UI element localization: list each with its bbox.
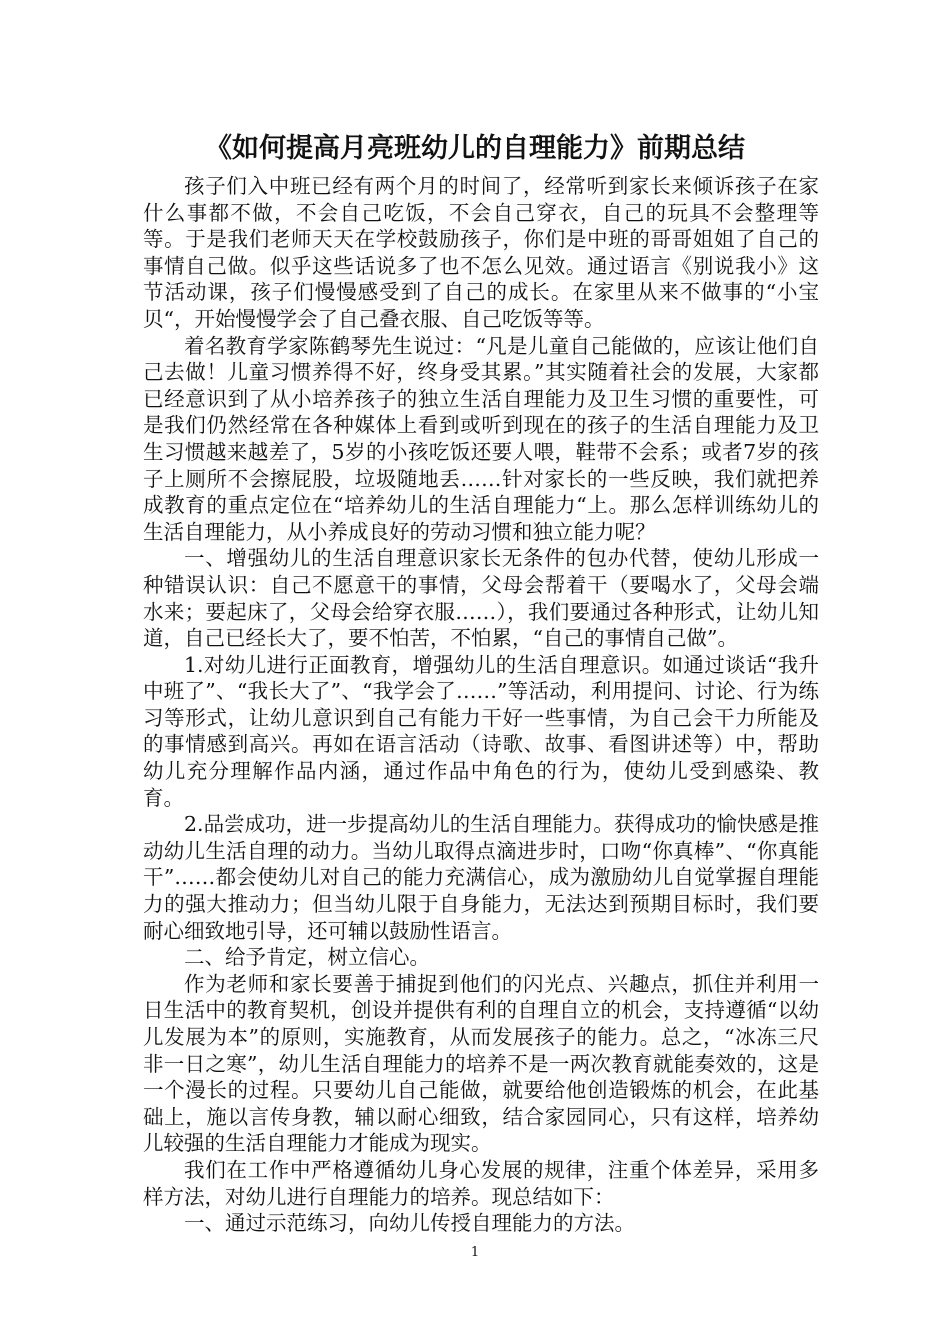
document-body [143,173,819,1237]
page-number: 1 [470,1245,480,1260]
paragraph: 作为老师和家长要善于捕捉到他们的闪光点、兴趣点，抓住并利用一日生活中的教育契机，创设并提供有利的自理自立的机会，支持遵循“以幼儿发展为本”的原则，实施教育，从而发展孩子的能力。总之，“冰冻三尺非一日之寒”，幼儿生活自理能力的培养不是一两次教育就能奏效的，这是一个漫长的过程。只要幼儿自己能做，就要给他创造锻炼的机会，在此基础上，施以言传身教，辅以耐心细致，结合家园同心，只有这样，培养幼儿较强的生活自理能力才能成为现实。 [143,971,819,1156]
paragraph: 2.品尝成功，进一步提高幼儿的生活自理能力。获得成功的愉快感是推动幼儿生活自理的动力。当幼儿取得点滴进步时，口吻“你真棒”、“你真能干”……都会使幼儿对自己的能力充满信心，成为激励幼儿自觉掌握自理能力的强大推动力；但当幼儿限于自身能力，无法达到预期目标时，我们要耐心细致地引导，还可辅以鼓励性语言。 [143,812,819,943]
paragraph: 孩子们入中班已经有两个月的时间了，经常听到家长来倾诉孩子在家什么事都不做，不会自己吃饭，不会自己穿衣，自己的玩具不会整理等等。于是我们老师天天在学校鼓励孩子，你们是中班的哥哥姐姐了自己的事情自己做。似乎这些话说多了也不怎么见效。通过语言《别说我小》这节活动课，孩子们慢慢感受到了自己的成长。在家里从来不做事的“小宝贝“，开始慢慢学会了自己叠衣服、自己吃饭等等。 [143,174,819,331]
paragraph: 着名教育学家陈鹤琴先生说过：“凡是儿童自己能做的，应该让他们自己去做！儿童习惯养得不好，终身受其累。”其实随着社会的发展，大家都已经意识到了从小培养孩子的独立生活自理能力及卫生习惯的重要性，可是我们仍然经常在各种媒体上看到或听到现在的孩子的生活自理能力及卫生习惯越来越差了，5岁的小孩吃饭还要人喂，鞋带不会系；或者7岁的孩子上厕所不会擦屁股，垃圾随地丢……针对家长的一些反映，我们就把养成教育的重点定位在“培养幼儿的生活自理能力“上。那么怎样训练幼儿的生活自理能力，从小养成良好的劳动习惯和独立能力呢？ [143,333,819,544]
paragraph: 二、给予肯定，树立信心。 [184,945,430,970]
paragraph: 一、增强幼儿的生活自理意识家长无条件的包办代替，使幼儿形成一种错误认识：自己不愿意干的事情，父母会帮着干（要喝水了，父母会端水来；要起床了，父母会给穿衣服……），我们要通过各种形式，让幼儿知道，自己已经长大了，要不怕苦，不怕累，“自己的事情自己做”。 [143,546,819,651]
document-title: 《如何提高月亮班幼儿的自理能力》前期总结 [205,133,745,164]
paragraph: 一、通过示范练习，向幼儿传授自理能力的方法。 [184,1211,635,1236]
paragraph: 我们在工作中严格遵循幼儿身心发展的规律，注重个体差异，采用多样方法，对幼儿进行自理能力的培养。现总结如下： [143,1157,819,1209]
paragraph: 1.对幼儿进行正面教育，增强幼儿的生活自理意识。如通过谈话“我升中班了”、“我长大了”、“我学会了……”等活动，利用提问、讨论、行为练习等形式，让幼儿意识到自己有能力干好一些事情，为自己会干力所能及的事情感到高兴。再如在语言活动（诗歌、故事、看图讲述等）中，帮助幼儿充分理解作品内涵，通过作品中角色的行为，使幼儿受到感染、教育。 [143,652,819,810]
